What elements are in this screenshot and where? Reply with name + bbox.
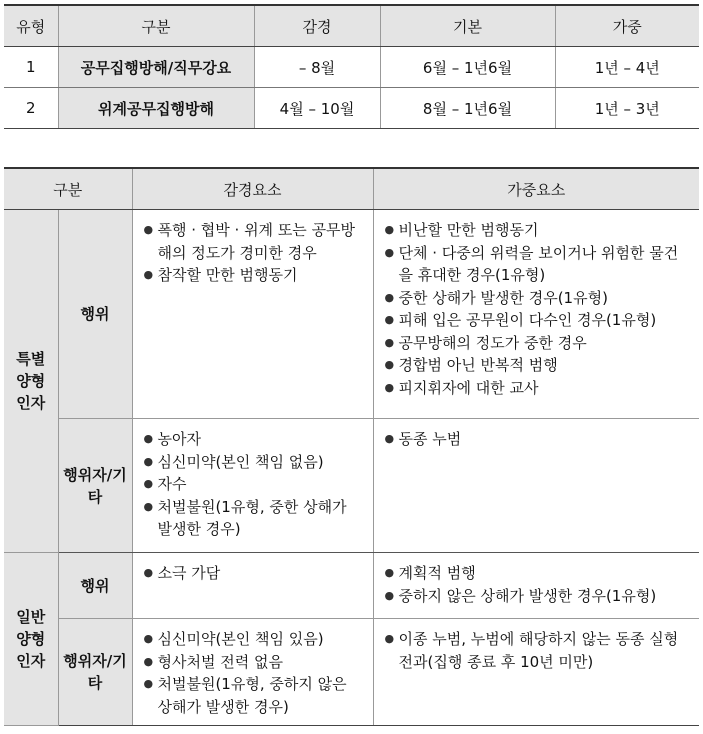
mitigating-cell	[132, 619, 373, 726]
table-row	[4, 210, 699, 419]
subcategory-label: 행위	[58, 210, 132, 419]
col-header-basic: 기본	[380, 5, 555, 47]
list-item: ● 소극 가담	[144, 562, 364, 585]
aggravated-range-cell: 1년 – 3년	[555, 88, 699, 129]
list-item: ● 동종 누범	[385, 428, 691, 451]
col-header-aggravating: 가중요소	[373, 168, 699, 210]
list-item: ● 피해 입은 공무원이 다수인 경우(1유형)	[385, 309, 691, 332]
factor-list	[134, 620, 372, 724]
col-header-mitigated: 감경	[254, 5, 380, 47]
list-item: ● 계획적 범행	[385, 562, 691, 585]
table-row	[4, 47, 699, 88]
bullet-icon: ●	[143, 677, 154, 690]
mitigating-cell	[132, 210, 373, 419]
list-item: ● 단체 · 다중의 위력을 보이거나 위험한 물건을 휴대한 경우(1유형)	[384, 243, 679, 284]
list-item: ● 피지휘자에 대한 교사	[385, 377, 691, 400]
subcategory-label: 행위	[58, 553, 132, 619]
mitigating-cell	[132, 419, 373, 553]
col-header-mitigating: 감경요소	[132, 168, 373, 210]
list-item: ● 참작할 만한 범행동기	[144, 264, 364, 287]
bullet-icon: ●	[143, 499, 154, 513]
subcategory-label: 행위자/기타	[58, 419, 132, 553]
bullet-icon: ●	[143, 632, 154, 645]
mitigated-range-cell: – 8월	[254, 47, 380, 88]
bullet-icon: ●	[384, 566, 395, 579]
list-item: ● 중하지 않은 상해가 발생한 경우(1유형)	[385, 585, 691, 608]
aggravating-cell	[373, 210, 699, 419]
group-label-general: 일반 양형 인자	[4, 553, 58, 726]
bullet-icon: ●	[384, 313, 395, 326]
list-item: ● 중한 상해가 발생한 경우(1유형)	[385, 287, 691, 310]
bullet-icon: ●	[384, 632, 395, 645]
bullet-icon: ●	[384, 290, 395, 304]
type-cell: 2	[4, 88, 58, 129]
table-row	[4, 553, 699, 619]
bullet-icon: ●	[143, 477, 154, 490]
bullet-icon: ●	[143, 268, 154, 281]
factor-list	[134, 211, 372, 293]
factor-list	[375, 420, 699, 457]
bullet-icon: ●	[384, 588, 395, 602]
table-row	[4, 419, 699, 553]
crime-name-cell: 공무집행방해/직무강요	[58, 47, 254, 88]
col-header-aggravated: 가중	[555, 5, 699, 47]
factor-list	[134, 554, 372, 591]
bullet-icon: ●	[384, 335, 395, 349]
bullet-icon: ●	[143, 432, 154, 445]
sentencing-factors-table	[4, 167, 699, 726]
list-item: ● 농아자	[144, 428, 364, 451]
col-header-category: 구분	[4, 168, 132, 210]
list-item: ● 공무방해의 정도가 중한 경우	[385, 332, 691, 355]
factor-list	[134, 420, 372, 547]
factor-list	[375, 620, 699, 679]
bullet-icon: ●	[384, 245, 395, 259]
aggravating-cell	[373, 419, 699, 553]
bullet-icon: ●	[143, 223, 154, 236]
basic-range-cell: 6월 – 1년6월	[380, 47, 555, 88]
aggravating-cell	[373, 619, 699, 726]
table-row	[4, 619, 699, 726]
bullet-icon: ●	[384, 358, 395, 371]
list-item: ● 형사처벌 전력 없음	[144, 651, 364, 674]
bullet-icon: ●	[384, 432, 395, 445]
bullet-icon: ●	[384, 223, 395, 236]
crime-name-cell: 위계공무집행방해	[58, 88, 254, 129]
sentencing-range-table	[4, 4, 699, 129]
aggravated-range-cell: 1년 – 4년	[555, 47, 699, 88]
mitigated-range-cell: 4월 – 10월	[254, 88, 380, 129]
basic-range-cell: 8월 – 1년6월	[380, 88, 555, 129]
factor-list	[375, 554, 699, 613]
table-row	[4, 88, 699, 129]
list-item: ● 심신미약(본인 책임 없음)	[144, 451, 364, 474]
list-item: ● 이종 누범, 누범에 해당하지 않는 동종 실형전과(집행 종료 후 10년 미만)	[384, 630, 679, 671]
col-header-type: 유형	[4, 5, 58, 47]
list-item: ● 심신미약(본인 책임 있음)	[144, 628, 364, 651]
list-item: ● 자수	[144, 473, 364, 496]
type-cell: 1	[4, 47, 58, 88]
col-header-category: 구분	[58, 5, 254, 47]
subcategory-label: 행위자/기타	[58, 619, 132, 726]
bullet-icon: ●	[143, 654, 154, 668]
mitigating-cell	[132, 553, 373, 619]
aggravating-cell	[373, 553, 699, 619]
list-item: ● 경합범 아닌 반복적 범행	[385, 354, 691, 377]
bullet-icon: ●	[143, 454, 154, 468]
bullet-icon: ●	[384, 380, 395, 394]
list-item: ● 처벌불원(1유형, 중한 상해가 발생한 경우)	[143, 497, 347, 538]
list-item: ● 비난할 만한 범행동기	[385, 219, 691, 242]
factor-list	[375, 211, 699, 405]
bullet-icon: ●	[143, 566, 154, 579]
list-item: ● 폭행 · 협박 · 위계 또는 공무방해의 정도가 경미한 경우	[143, 221, 356, 262]
group-label-special: 특별 양형 인자	[4, 210, 58, 553]
list-item: ● 처벌불원(1유형, 중하지 않은 상해가 발생한 경우)	[143, 675, 347, 716]
